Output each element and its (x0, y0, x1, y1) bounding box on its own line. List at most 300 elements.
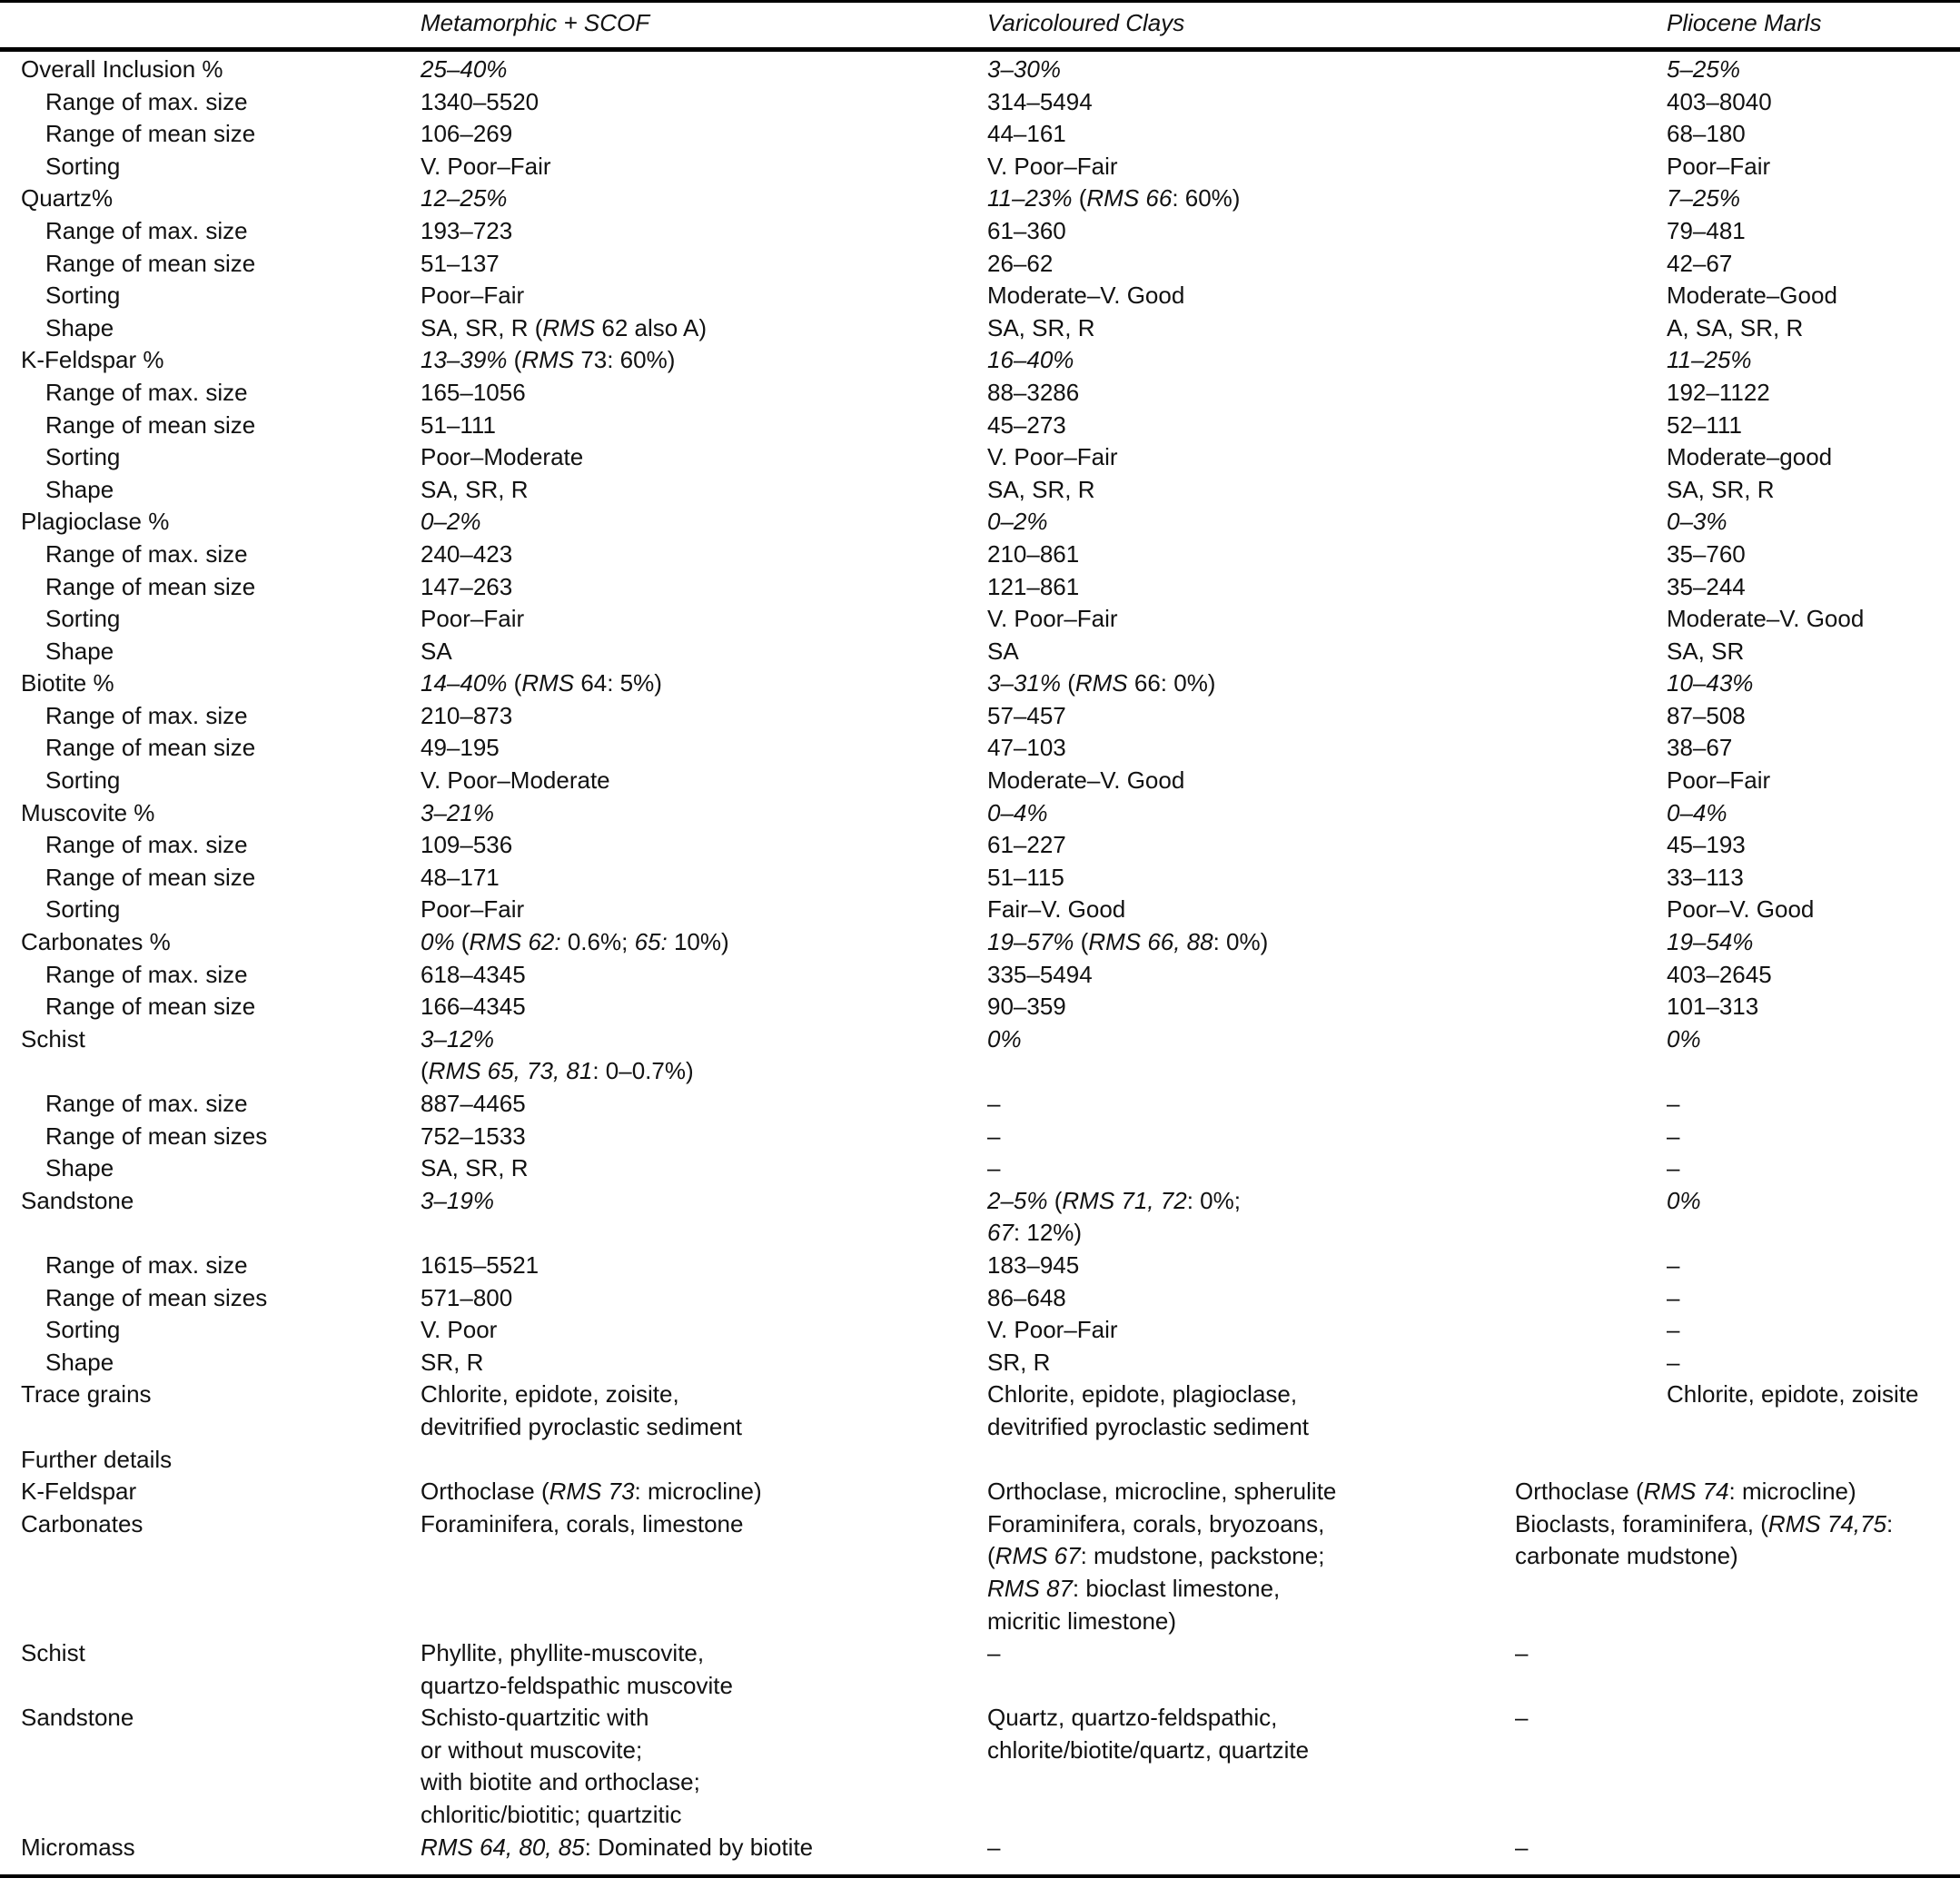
cell-metamorphic-scof (421, 1055, 694, 1088)
cell-pliocene-marls (1515, 1540, 1738, 1573)
cell-text: chloritic/biotitic; quartzitic (421, 1801, 682, 1829)
cell-text: devitrified pyroclastic sediment (421, 1412, 743, 1440)
cell-text: Poor–Fair (421, 605, 525, 633)
cell-text: 67 (987, 1219, 1014, 1247)
cell-metamorphic-scof (421, 894, 524, 926)
cell-text: 3–19% (421, 1186, 494, 1214)
cell-text: 403–8040 (1667, 87, 1772, 115)
cell-varicoloured-clays (987, 410, 1066, 442)
cell-metamorphic-scof (421, 1379, 679, 1411)
cell-pliocene-marls (1667, 183, 1740, 215)
cell-text: 3–30% (987, 55, 1061, 83)
cell-text: RMS 64, 80, 85 (421, 1833, 585, 1861)
cell-text: : bioclast limestone, (1072, 1574, 1281, 1602)
cell-metamorphic-scof (421, 732, 500, 765)
cell-text: 0% (987, 1024, 1022, 1053)
table-row (0, 667, 1960, 700)
cell-varicoloured-clays (987, 215, 1066, 248)
cell-text: Poor–Fair (1667, 152, 1771, 180)
cell-text: SA, SR (1667, 637, 1745, 665)
table-row (0, 1282, 1960, 1315)
table-row (0, 1606, 1960, 1638)
cell-pliocene-marls (1515, 1832, 1528, 1864)
row-label: Range of mean size (45, 734, 256, 762)
cell-text: SA (421, 637, 452, 665)
cell-text: – (987, 1833, 1001, 1861)
cell-text: 11–23% (987, 184, 1073, 213)
cell-text: SA, SR, R (421, 1154, 529, 1182)
cell-text: 0% (1667, 1186, 1701, 1214)
table-row (0, 765, 1960, 797)
row-label: Biotite % (21, 669, 114, 697)
table-row (0, 86, 1960, 119)
cell-text: 240–423 (421, 539, 513, 568)
table-row (0, 1799, 1960, 1832)
table-row (0, 1185, 1960, 1218)
cell-text: SA (987, 637, 1019, 665)
cell-metamorphic-scof (421, 183, 507, 215)
row-label: Range of max. size (45, 701, 248, 729)
row-label: Plagioclase % (21, 508, 170, 536)
cell-text: 25–40% (421, 55, 508, 83)
cell-pliocene-marls (1667, 474, 1774, 507)
cell-varicoloured-clays (987, 441, 1118, 474)
table-body (0, 54, 1960, 1863)
cell-text: – (1667, 1090, 1680, 1117)
cell-text: 210–861 (987, 539, 1080, 568)
cell-text: 101–313 (1667, 993, 1759, 1021)
table-row (0, 1832, 1960, 1864)
cell-text: 33–113 (1667, 863, 1744, 891)
cell-text: : 60%) (1172, 184, 1241, 213)
table-row (0, 700, 1960, 733)
cell-text: 0–4% (1667, 798, 1727, 826)
cell-text: 14–40% (421, 669, 508, 697)
table-row (0, 312, 1960, 345)
row-label: Range of max. size (45, 1090, 248, 1117)
cell-text: 19–57% (987, 928, 1074, 956)
cell-text: 166–4345 (421, 993, 526, 1021)
cell-text: : 12%) (1013, 1219, 1083, 1247)
cell-text: 51–115 (987, 863, 1064, 891)
cell-metamorphic-scof (421, 1670, 733, 1703)
cell-text: 35–244 (1667, 572, 1746, 600)
cell-varicoloured-clays (987, 667, 1215, 700)
cell-metamorphic-scof (421, 926, 729, 959)
cell-pliocene-marls (1667, 732, 1732, 765)
cell-text: 109–536 (421, 831, 513, 859)
cell-text: Chlorite, epidote, zoisite (1667, 1380, 1919, 1409)
cell-text: Poor–V. Good (1667, 895, 1815, 924)
cell-metamorphic-scof (421, 539, 512, 571)
cell-metamorphic-scof (421, 506, 481, 539)
cell-text: SA, SR, R (987, 313, 1095, 341)
table-row (0, 1702, 1960, 1735)
cell-text: ( (421, 1057, 429, 1085)
cell-metamorphic-scof (421, 1250, 539, 1282)
cell-text: 66: 0%) (1127, 669, 1216, 697)
cell-text: V. Poor–Fair (987, 1316, 1118, 1344)
cell-varicoloured-clays (987, 539, 1079, 571)
cell-text: V. Poor–Fair (987, 605, 1118, 633)
cell-varicoloured-clays (987, 86, 1093, 119)
cell-text: 79–481 (1667, 216, 1746, 244)
cell-pliocene-marls (1667, 410, 1742, 442)
cell-pliocene-marls (1667, 603, 1864, 636)
cell-pliocene-marls (1667, 1152, 1679, 1185)
cell-text: 11–25% (1667, 346, 1752, 374)
cell-text: – (1515, 1704, 1529, 1732)
cell-text: SA, SR, R (421, 475, 529, 503)
cell-text: 68–180 (1667, 120, 1746, 148)
cell-varicoloured-clays (987, 1152, 1000, 1185)
row-label: Overall Inclusion % (21, 55, 223, 83)
cell-varicoloured-clays (987, 926, 1268, 959)
row-label: Sandstone (21, 1704, 134, 1732)
cell-pliocene-marls (1667, 765, 1770, 797)
cell-metamorphic-scof (421, 344, 675, 377)
table-row (0, 1766, 1960, 1799)
row-label: Carbonates % (21, 928, 171, 956)
cell-text: RMS 74 (1643, 1478, 1729, 1506)
cell-varicoloured-clays (987, 1508, 1324, 1541)
cell-text: – (987, 1090, 1001, 1117)
cell-metamorphic-scof (421, 1476, 762, 1508)
cell-pliocene-marls (1667, 1088, 1679, 1121)
cell-varicoloured-clays (987, 1185, 1241, 1218)
row-label: Sorting (45, 152, 121, 180)
cell-text: Moderate–V. Good (987, 766, 1185, 795)
row-label: Shape (45, 475, 114, 503)
table-row (0, 377, 1960, 410)
cell-text: : microcline) (634, 1478, 762, 1506)
cell-metamorphic-scof (421, 1637, 704, 1670)
row-label: Carbonates (21, 1509, 144, 1537)
row-label: Range of mean size (45, 410, 256, 439)
cell-varicoloured-clays (987, 1088, 1000, 1121)
cell-varicoloured-clays (987, 991, 1066, 1023)
cell-text: 47–103 (987, 734, 1066, 762)
cell-pliocene-marls (1667, 636, 1744, 668)
cell-varicoloured-clays (987, 894, 1125, 926)
cell-text: chlorite/biotite/quartz, quartzite (987, 1735, 1310, 1764)
row-label: Range of mean size (45, 993, 256, 1021)
cell-varicoloured-clays (987, 1606, 1176, 1638)
cell-text: 403–2645 (1667, 960, 1772, 988)
cell-metamorphic-scof (421, 991, 526, 1023)
cell-text: ( (1060, 669, 1075, 697)
cell-text: RMS 62: (469, 928, 561, 956)
table-row (0, 441, 1960, 474)
row-label: Further details (21, 1445, 173, 1473)
cell-text: 49–195 (421, 734, 500, 762)
cell-text: 62 also A) (595, 313, 707, 341)
table-row (0, 603, 1960, 636)
cell-text: RMS 74,75 (1767, 1509, 1886, 1537)
cell-text: Foraminifera, corals, bryozoans, (987, 1509, 1325, 1537)
row-label: Shape (45, 1154, 114, 1182)
cell-varicoloured-clays (987, 797, 1048, 830)
cell-metamorphic-scof (421, 1702, 648, 1735)
cell-text: 87–508 (1667, 701, 1746, 729)
cell-varicoloured-clays (987, 571, 1079, 604)
cell-text: RMS (521, 346, 575, 374)
cell-text: 314–5494 (987, 87, 1093, 115)
cell-text: RMS 87 (987, 1574, 1073, 1602)
cell-text: – (987, 1639, 1001, 1667)
cell-text: RMS 66 (1086, 184, 1173, 213)
cell-metamorphic-scof (421, 1282, 512, 1315)
table-row (0, 732, 1960, 765)
cell-pliocene-marls (1667, 506, 1727, 539)
cell-text: 73: 60%) (574, 346, 676, 374)
cell-text: Poor–Fair (1667, 766, 1771, 795)
cell-text: – (1667, 1122, 1680, 1150)
cell-pliocene-marls (1667, 312, 1803, 345)
table-row (0, 215, 1960, 248)
cell-pliocene-marls (1667, 571, 1746, 604)
cell-text: V. Poor (421, 1316, 498, 1344)
cell-metamorphic-scof (421, 474, 528, 507)
cell-varicoloured-clays (987, 312, 1094, 345)
cell-metamorphic-scof (421, 765, 610, 797)
row-label: Shape (45, 1348, 114, 1376)
row-label: K-Feldspar (21, 1478, 137, 1506)
table-row (0, 1508, 1960, 1541)
cell-pliocene-marls (1667, 118, 1746, 151)
cell-text: 192–1122 (1667, 378, 1770, 406)
cell-varicoloured-clays (987, 829, 1066, 862)
table-row (0, 797, 1960, 830)
cell-text: 57–457 (987, 701, 1066, 729)
row-label: Trace grains (21, 1380, 152, 1409)
cell-text: V. Poor–Moderate (421, 766, 610, 795)
cell-text: 3–12% (421, 1024, 494, 1053)
cell-metamorphic-scof (421, 1314, 497, 1347)
cell-text: 88–3286 (987, 378, 1080, 406)
cell-metamorphic-scof (421, 1088, 526, 1121)
cell-text: 52–111 (1667, 410, 1742, 439)
cell-varicoloured-clays (987, 1411, 1309, 1444)
cell-text: 165–1056 (421, 378, 526, 406)
cell-varicoloured-clays (987, 280, 1184, 312)
cell-text: – (1515, 1639, 1529, 1667)
row-label: Sorting (45, 766, 121, 795)
row-label: Range of max. size (45, 831, 248, 859)
cell-metamorphic-scof (421, 280, 524, 312)
cell-text: 887–4465 (421, 1090, 526, 1117)
table-row (0, 1444, 1960, 1477)
cell-text: – (987, 1154, 1001, 1182)
cell-text: Poor–Fair (421, 282, 525, 310)
row-label: Sorting (45, 1316, 121, 1344)
cell-pliocene-marls (1667, 539, 1746, 571)
table-row (0, 1152, 1960, 1185)
cell-text: RMS (542, 313, 596, 341)
cell-pliocene-marls (1667, 1347, 1679, 1379)
row-label: Range of mean size (45, 572, 256, 600)
table-row (0, 636, 1960, 668)
cell-metamorphic-scof (421, 1766, 700, 1799)
cell-text: 45–273 (987, 410, 1066, 439)
table-row (0, 1121, 1960, 1153)
cell-metamorphic-scof (421, 248, 500, 281)
cell-pliocene-marls (1667, 1023, 1701, 1056)
cell-metamorphic-scof (421, 1121, 526, 1153)
cell-text: SA, SR, R (1667, 475, 1775, 503)
cell-varicoloured-clays (987, 1121, 1000, 1153)
cell-varicoloured-clays (987, 54, 1061, 86)
cell-varicoloured-clays (987, 344, 1074, 377)
row-label: Range of max. size (45, 378, 248, 406)
cell-text: 618–4345 (421, 960, 526, 988)
table-row (0, 183, 1960, 215)
cell-text: 571–800 (421, 1283, 513, 1311)
table-row (0, 1347, 1960, 1379)
cell-pliocene-marls (1667, 151, 1770, 183)
cell-metamorphic-scof (421, 86, 539, 119)
cell-text: 64: 5%) (574, 669, 662, 697)
cell-text: Moderate–V. Good (1667, 605, 1865, 633)
cell-text: 0.6%; (560, 928, 635, 956)
cell-varicoloured-clays (987, 1573, 1280, 1606)
cell-pliocene-marls (1667, 959, 1772, 992)
table-row (0, 474, 1960, 507)
row-label: Range of max. size (45, 1250, 248, 1279)
cell-varicoloured-clays (987, 151, 1118, 183)
cell-pliocene-marls (1515, 1702, 1528, 1735)
cell-text: SR, R (421, 1348, 484, 1376)
cell-varicoloured-clays (987, 377, 1079, 410)
row-label: Range of max. size (45, 216, 248, 244)
cell-text: quartzo-feldspathic muscovite (421, 1671, 733, 1699)
cell-text: 0% (421, 928, 455, 956)
table-row (0, 248, 1960, 281)
cell-metamorphic-scof (421, 1411, 742, 1444)
column-header-pliocene-marls: Pliocene Marls (1667, 9, 1822, 36)
cell-text: Bioclasts, foraminifera, ( (1515, 1509, 1768, 1537)
cell-text: ( (1047, 1186, 1063, 1214)
cell-text: RMS 66, 88 (1088, 928, 1213, 956)
cell-metamorphic-scof (421, 441, 583, 474)
cell-pliocene-marls (1667, 280, 1837, 312)
cell-varicoloured-clays (987, 1347, 1050, 1379)
cell-metamorphic-scof (421, 797, 494, 830)
row-label: Schist (21, 1024, 85, 1053)
table-row (0, 1217, 1960, 1250)
cell-text: Chlorite, epidote, zoisite, (421, 1380, 679, 1409)
cell-text: RMS 67 (995, 1542, 1081, 1570)
cell-metamorphic-scof (421, 1023, 494, 1056)
row-label: Sorting (45, 895, 121, 924)
cell-varicoloured-clays (987, 603, 1118, 636)
column-header-metamorphic-scof: Metamorphic + SCOF (421, 9, 650, 36)
cell-text: 3–31% (987, 669, 1061, 697)
cell-text: 121–861 (987, 572, 1080, 600)
cell-pliocene-marls (1515, 1508, 1893, 1541)
cell-text: Schisto-quartzitic with (421, 1704, 649, 1732)
cell-metamorphic-scof (421, 1152, 528, 1185)
cell-pliocene-marls (1667, 894, 1814, 926)
cell-metamorphic-scof (421, 636, 452, 668)
table-row (0, 1476, 1960, 1508)
cell-text: Phyllite, phyllite-muscovite, (421, 1639, 705, 1667)
cell-pliocene-marls (1667, 667, 1753, 700)
cell-text: SA, SR, R (987, 475, 1095, 503)
cell-pliocene-marls (1667, 248, 1732, 281)
cell-text: – (1667, 1250, 1680, 1279)
row-label: Sandstone (21, 1186, 134, 1214)
cell-text: 61–360 (987, 216, 1066, 244)
cell-metamorphic-scof (421, 312, 707, 345)
cell-metamorphic-scof (421, 829, 512, 862)
cell-text: carbonate mudstone) (1515, 1542, 1738, 1570)
cell-pliocene-marls (1515, 1476, 1856, 1508)
cell-text: 10%) (667, 928, 729, 956)
cell-metamorphic-scof (421, 1832, 813, 1864)
cell-metamorphic-scof (421, 215, 512, 248)
cell-varicoloured-clays (987, 1735, 1309, 1767)
cell-text: 44–161 (987, 120, 1066, 148)
cell-varicoloured-clays (987, 1476, 1336, 1508)
cell-text: ( (1074, 928, 1089, 956)
row-label: Range of max. size (45, 960, 248, 988)
row-label: Range of mean size (45, 120, 256, 148)
table-row (0, 1314, 1960, 1347)
table-row (0, 1250, 1960, 1282)
cell-metamorphic-scof (421, 571, 512, 604)
cell-metamorphic-scof (421, 151, 551, 183)
table-row (0, 410, 1960, 442)
cell-pliocene-marls (1667, 1314, 1679, 1347)
cell-pliocene-marls (1667, 377, 1770, 410)
cell-text: 183–945 (987, 1250, 1080, 1279)
row-label: Schist (21, 1639, 85, 1667)
cell-text: 26–62 (987, 249, 1054, 277)
cell-text: : 0%) (1213, 928, 1269, 956)
row-label: Sorting (45, 605, 121, 633)
row-label: Muscovite % (21, 798, 155, 826)
cell-text: 1340–5520 (421, 87, 539, 115)
table-row (0, 1573, 1960, 1606)
cell-varicoloured-clays (987, 1282, 1066, 1315)
cell-text: Chlorite, epidote, plagioclase, (987, 1380, 1298, 1409)
cell-text: 193–723 (421, 216, 513, 244)
cell-text: 35–760 (1667, 539, 1746, 568)
cell-text: 48–171 (421, 863, 500, 891)
table-row (0, 151, 1960, 183)
cell-text: 42–67 (1667, 249, 1733, 277)
cell-text: – (1667, 1283, 1680, 1311)
cell-varicoloured-clays (987, 636, 1019, 668)
table-row (0, 506, 1960, 539)
cell-text: 106–269 (421, 120, 513, 148)
cell-pliocene-marls (1667, 344, 1752, 377)
cell-text: 7–25% (1667, 184, 1740, 213)
cell-varicoloured-clays (987, 474, 1094, 507)
cell-metamorphic-scof (421, 667, 662, 700)
row-label: Range of mean size (45, 863, 256, 891)
cell-text: 19–54% (1667, 928, 1754, 956)
cell-metamorphic-scof (421, 1185, 494, 1218)
cell-text: : 0%; (1186, 1186, 1241, 1214)
cell-pliocene-marls (1667, 797, 1727, 830)
cell-varicoloured-clays (987, 506, 1048, 539)
cell-text: – (1667, 1316, 1680, 1344)
table-row (0, 1670, 1960, 1703)
cell-varicoloured-clays (987, 1379, 1297, 1411)
cell-metamorphic-scof (421, 1508, 743, 1541)
